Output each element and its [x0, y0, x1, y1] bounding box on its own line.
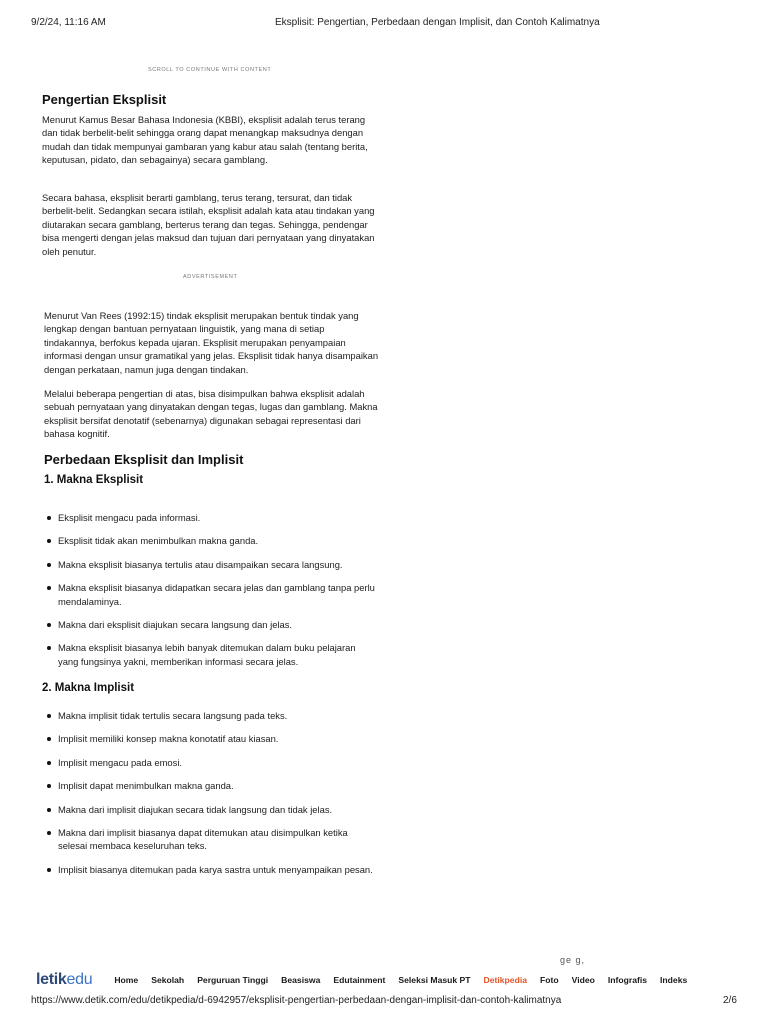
heading-makna-implisit: 2. Makna Implisit [42, 682, 135, 694]
nav-item-indeks[interactable]: Indeks [660, 975, 688, 985]
list-makna-eksplisit [45, 511, 375, 678]
logo-accent-text: edu [66, 971, 93, 988]
nav-item-perguruan-tinggi[interactable]: Perguruan Tinggi [197, 975, 269, 985]
heading-perbedaan: Perbedaan Eksplisit dan Implisit [44, 452, 244, 467]
list-item: Makna dari implisit biasanya dapat ditemukan atau disimpulkan ketika selesai membaca keseluruhan teks. [45, 826, 375, 853]
list-item: Makna eksplisit biasanya lebih banyak ditemukan dalam buku pelajaran yang fungsinya yakni, memberikan informasi secara jelas. [45, 641, 375, 668]
print-date: 9/2/24, 11:16 AM [31, 17, 106, 28]
paragraph-bahasa: Secara bahasa, eksplisit berarti gamblang, terus terang, tersurat, dan tidak berbelit-belit. Sedangkan secara istilah, eksplisit adalah kata atau tindakan yang diutarakan secara gamblang, berterus terang dan tegas. Sehingga, pendengar bisa mengerti dengan jelas maksud dan tujuan dari pernyataan yang dinyatakan oleh penutur. [42, 192, 375, 257]
scroll-continue-note: SCROLL TO CONTINUE WITH CONTENT [148, 67, 272, 73]
nav-item-seleksi-masuk-pt[interactable]: Seleksi Masuk PT [398, 975, 471, 985]
advertisement-label: ADVERTISEMENT [183, 274, 238, 280]
nav-item-edutainment[interactable]: Edutainment [333, 975, 386, 985]
logo-main-text: letik [36, 971, 67, 988]
list-item: Eksplisit tidak akan menimbulkan makna ganda. [45, 534, 375, 547]
nav-item-detikpedia[interactable]: Detikpedia [483, 975, 528, 985]
nav-item-foto[interactable]: Foto [540, 975, 559, 985]
list-item: Eksplisit mengacu pada informasi. [45, 511, 375, 524]
nav-item-home[interactable]: Home [114, 975, 139, 985]
list-item: Makna implisit tidak tertulis secara langsung pada teks. [45, 709, 375, 722]
print-title: Eksplisit: Pengertian, Perbedaan dengan Implisit, dan Contoh Kalimatnya [275, 17, 600, 28]
paragraph-kesimpulan: Melalui beberapa pengertian di atas, bisa disimpulkan bahwa eksplisit adalah sebuah pernyataan yang dinyatakan dengan tegas, lugas dan gamblang. Makna eksplisit bersifat denotatif (sebenarnya) digunakan sebagai representasi dari bahasa kognitif. [44, 388, 378, 440]
detikedu-logo[interactable] [36, 971, 92, 989]
paragraph-kbbi: Menurut Kamus Besar Bahasa Indonesia (KBBI), eksplisit adalah terus terang dan tidak berbelit-belit sehingga orang dapat menangkap maksudnya dengan mudah dan tidak mempunyai gambaran yang kabur atau salah (tentang berita, keputusan, pidato, dan sebagainya) secara gamblang. [42, 114, 368, 166]
footer-navigation [36, 968, 736, 992]
list-item: Implisit memiliki konsep makna konotatif atau kiasan. [45, 732, 375, 745]
nav-item-sekolah[interactable]: Sekolah [151, 975, 185, 985]
list-item: Makna eksplisit biasanya didapatkan secara jelas dan gamblang tanpa perlu mendalaminya. [45, 581, 375, 608]
list-item: Implisit dapat menimbulkan makna ganda. [45, 779, 375, 792]
heading-makna-eksplisit: 1. Makna Eksplisit [44, 474, 144, 486]
print-url: https://www.detik.com/edu/detikpedia/d-6942957/eksplisit-pengertian-perbedaan-dengan-implisit-dan-contoh-kalimatnya [31, 995, 562, 1006]
list-item: Implisit biasanya ditemukan pada karya sastra untuk menyampaikan pesan. [45, 863, 375, 876]
list-makna-implisit [45, 709, 375, 886]
nav-hint-text: ge g, [560, 955, 586, 965]
nav-item-beasiswa[interactable]: Beasiswa [281, 975, 321, 985]
heading-pengertian: Pengertian Eksplisit [42, 92, 167, 107]
nav-item-infografis[interactable]: Infografis [607, 975, 648, 985]
nav-item-video[interactable]: Video [571, 975, 595, 985]
list-item: Makna dari eksplisit diajukan secara langsung dan jelas. [45, 618, 375, 631]
list-item: Makna eksplisit biasanya tertulis atau disampaikan secara langsung. [45, 558, 375, 571]
paragraph-van-rees: Menurut Van Rees (1992:15) tindak eksplisit merupakan bentuk tindak yang lengkap dengan bantuan pernyataan linguistik, yang mana di setiap tindakannya, berfokus kepada ujaran. Eksplisit merupakan penyampaian informasi dengan unsur gramatikal yang jelas. Eksplisit tidak hanya disampaikan dengan perkataan, namun juga dengan tindakan. [44, 310, 379, 375]
list-item: Makna dari implisit diajukan secara tidak langsung dan tidak jelas. [45, 803, 375, 816]
list-item: Implisit mengacu pada emosi. [45, 756, 375, 769]
print-page-number: 2/6 [723, 995, 737, 1006]
